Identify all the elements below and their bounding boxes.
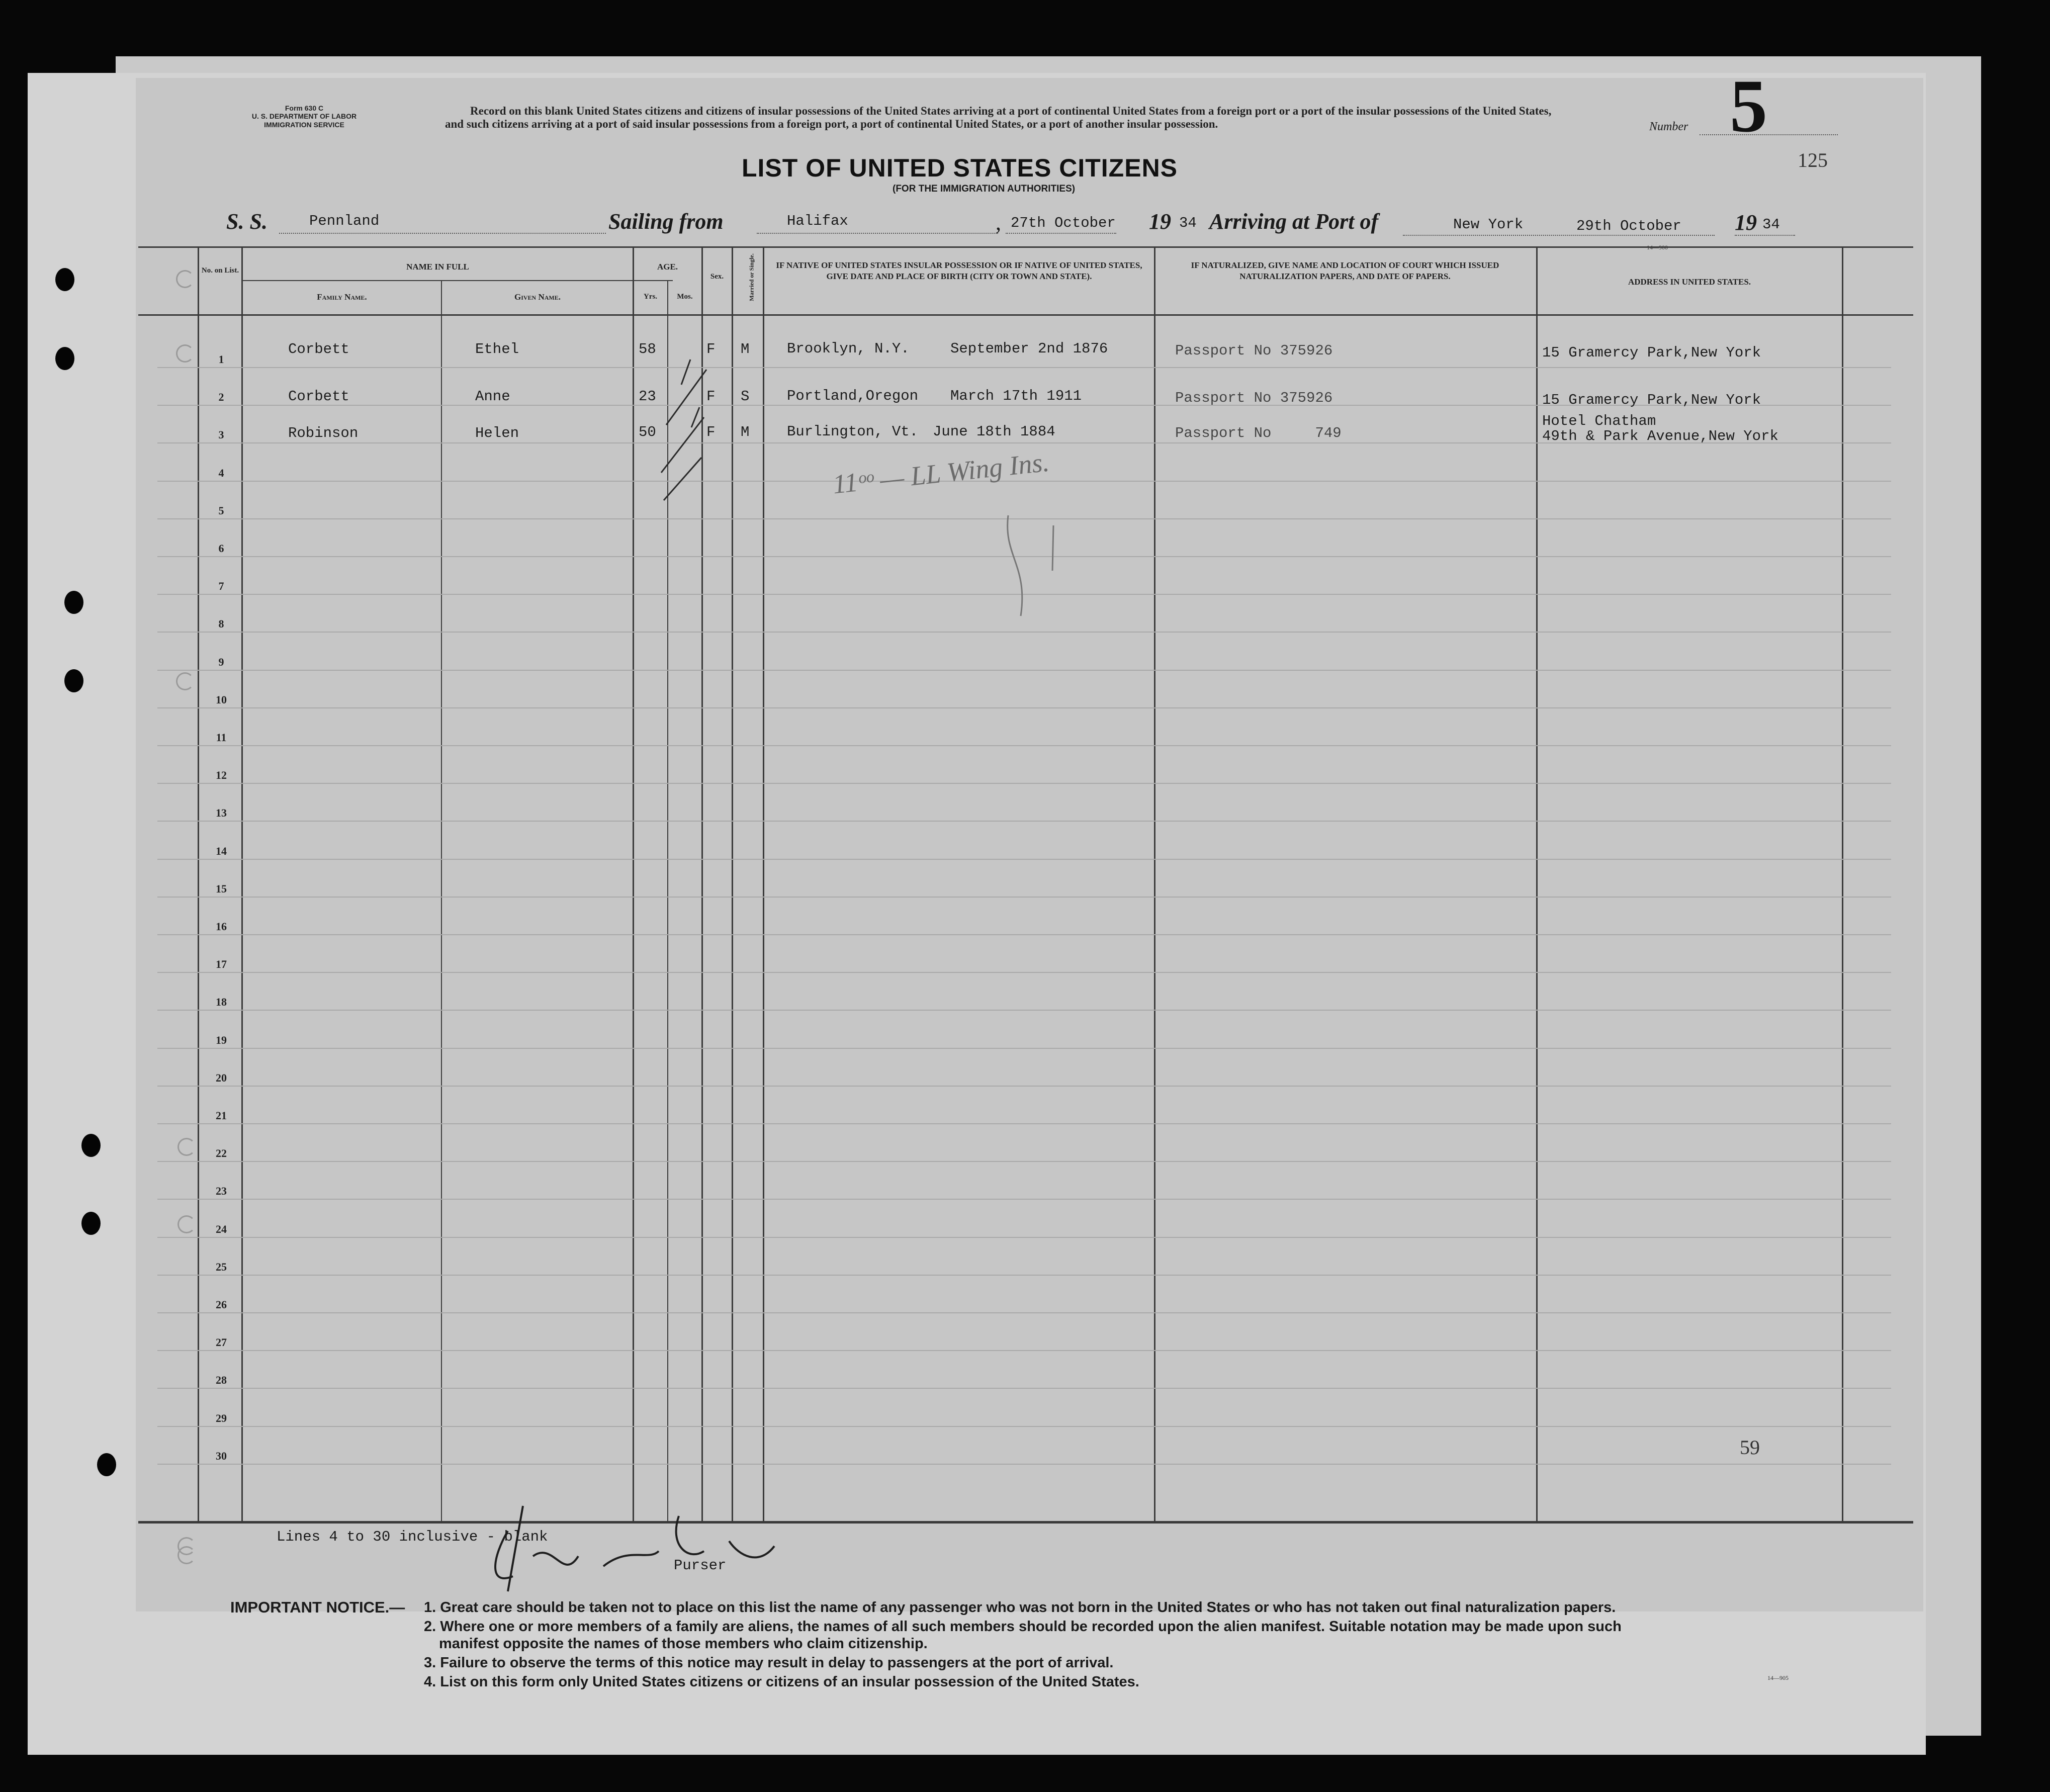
handwritten-stroke	[998, 495, 1068, 626]
entry-1-birth-date: September 2nd 1876	[950, 340, 1108, 357]
row-number: 3	[218, 428, 224, 441]
entry-1-sex: F	[706, 341, 716, 357]
row-number: 21	[216, 1109, 227, 1122]
entry-2-sex: F	[706, 388, 716, 405]
row-number: 1	[218, 353, 224, 366]
entry-2-age: 23	[639, 388, 656, 405]
form-area	[136, 78, 1923, 1611]
arrival-year: 34	[1762, 216, 1780, 233]
notice-2: 2. Where one or more members of a family are aliens, the names of all such members should be recorded upon the alien manifest. Suitable notation may be made upon such	[424, 1619, 1622, 1635]
col-line-address	[1536, 246, 1538, 1522]
sailing-year: 34	[1179, 215, 1197, 231]
ruled-line	[157, 1199, 1891, 1200]
row-number: 30	[216, 1449, 227, 1462]
row-number: 19	[216, 1033, 227, 1046]
sailing-port: Halifax	[787, 213, 848, 229]
record-instructions: Record on this blank United States citizens and citizens of insular possessions of the United States arriving at a port of continental United States from a foreign port or a port of the insular possessions of the United States, and such citizens arriving at a port of said insular possessions from a foreign port, a port of continental United States, or a port of another insular possession.	[445, 105, 1552, 130]
entry-3-age: 50	[639, 424, 656, 440]
entry-1-age: 58	[639, 341, 656, 357]
row-number: 14	[216, 844, 227, 857]
ruled-line	[157, 367, 1891, 368]
notice-1: 1. Great care should be taken not to place on this list the name of any passenger who was not born in the United States or who has not taken out final naturalization papers.	[424, 1599, 1616, 1616]
binder-hole	[81, 1134, 101, 1157]
ruled-line	[157, 821, 1891, 822]
entry-1-address: 15 Gramercy Park,New York	[1542, 344, 1761, 361]
form-number: Form 630 C	[285, 104, 324, 112]
notice-3: 3. Failure to observe the terms of this notice may result in delay to passengers at the port of arrival.	[424, 1655, 1114, 1671]
col-header-age: AGE.	[657, 262, 678, 272]
entry-3-family: Robinson	[288, 425, 359, 441]
entry-1-papers: Passport No 375926	[1175, 342, 1333, 359]
row-number: 6	[218, 542, 224, 555]
department-label: U. S. DEPARTMENT OF LABOR	[251, 112, 357, 120]
year-prefix: 19	[1149, 209, 1171, 234]
ruled-line	[157, 1312, 1891, 1313]
entry-3-marital: M	[741, 424, 750, 440]
number-line	[1700, 133, 1838, 135]
ruled-line	[157, 859, 1891, 860]
sailing-date: 27th October	[1011, 215, 1116, 231]
col-header-birth: IF NATIVE OF UNITED STATES INSULAR POSSESSION OR IF NATIVE OF UNITED STATES, GIVE DATE AND PLACE OF BIRTH (CITY OR TOWN AND STATE).	[776, 260, 1142, 281]
row-number: 17	[216, 958, 227, 971]
col-header-name-in-full: NAME IN FULL	[406, 262, 469, 272]
ruled-line	[157, 1010, 1891, 1011]
notice-2-cont: manifest opposite the names of those members who claim citizenship.	[439, 1636, 928, 1652]
binder-hole	[55, 347, 74, 370]
ring-mark	[177, 1215, 196, 1233]
side-number: 59	[1740, 1436, 1760, 1459]
binder-hole	[55, 268, 74, 291]
entry-2-address: 15 Gramercy Park,New York	[1542, 392, 1761, 408]
col-header-family-name: Family Name.	[317, 292, 367, 302]
ruled-line	[157, 1161, 1891, 1162]
row-number: 12	[216, 769, 227, 782]
col-header-married: Married or Single.	[748, 253, 755, 301]
ruled-line	[157, 1275, 1891, 1276]
notice-title: IMPORTANT NOTICE.—	[230, 1598, 405, 1616]
row-number: 16	[216, 920, 227, 933]
binder-hole	[64, 591, 83, 614]
ruled-line	[157, 670, 1891, 671]
ruled-line	[157, 1464, 1891, 1465]
ring-mark	[176, 344, 194, 363]
col-line-age	[633, 246, 634, 1522]
check-marks	[651, 304, 742, 515]
entry-1-marital: M	[741, 341, 750, 357]
ring-mark	[177, 1138, 196, 1156]
ruled-line	[157, 897, 1891, 898]
entry-3-birth-place: Burlington, Vt.	[787, 423, 919, 440]
entry-2-family: Corbett	[288, 388, 349, 405]
ruled-line	[157, 632, 1891, 633]
entry-3-address-line1: Hotel Chatham	[1542, 413, 1656, 429]
entry-1-family: Corbett	[288, 341, 349, 357]
binder-hole	[81, 1212, 101, 1235]
row-number: 8	[218, 617, 224, 631]
ruled-line	[157, 1426, 1891, 1427]
col-line-no	[198, 246, 199, 1522]
arrival-date: 29th October	[1576, 218, 1681, 234]
ruled-line	[157, 745, 1891, 746]
col-header-address: ADDRESS IN UNITED STATES.	[1628, 277, 1751, 287]
entry-2-birth-place: Portland,Oregon	[787, 388, 919, 404]
number-value: 5	[1730, 73, 1767, 148]
ruled-line	[157, 972, 1891, 973]
arriving-label: Arriving at Port of	[1209, 209, 1379, 234]
col-line-right	[1842, 246, 1843, 1522]
binder-hole	[97, 1453, 116, 1476]
col-header-mos: Mos.	[677, 293, 693, 301]
number-label: Number	[1649, 120, 1688, 133]
header-bottom-rule	[138, 314, 1913, 316]
row-number: 15	[216, 882, 227, 895]
ruled-line	[157, 934, 1891, 935]
ruled-line	[157, 1048, 1891, 1049]
ruled-line	[157, 1388, 1891, 1389]
col-line-family	[241, 246, 243, 1522]
entry-2-papers: Passport No 375926	[1175, 390, 1333, 406]
col-header-no: No. on List.	[201, 266, 239, 275]
purser-label: Purser	[674, 1557, 727, 1574]
row-number: 7	[218, 580, 224, 593]
row-number: 28	[216, 1374, 227, 1387]
comma-1: ,	[996, 210, 1001, 235]
table-bottom-rule	[138, 1521, 1913, 1524]
row-number: 5	[218, 504, 224, 517]
entry-3-address-line2: 49th & Park Avenue,New York	[1542, 428, 1778, 444]
ring-mark	[176, 270, 194, 288]
row-number: 23	[216, 1185, 227, 1198]
purser-signature	[478, 1476, 805, 1596]
name-sub-rule	[243, 280, 673, 281]
sailing-line	[757, 232, 998, 234]
entry-3-papers: Passport No 749	[1175, 425, 1342, 441]
ring-mark	[177, 1546, 196, 1564]
ruled-line	[157, 1350, 1891, 1351]
ruled-line	[157, 1237, 1891, 1238]
entry-3-birth-date: June 18th 1884	[933, 423, 1055, 440]
row-number: 13	[216, 807, 227, 820]
ruled-line	[157, 481, 1891, 482]
arrival-year-line	[1735, 234, 1795, 236]
row-number: 11	[216, 731, 227, 744]
ruled-line	[157, 783, 1891, 784]
sailing-date-line	[1006, 232, 1116, 234]
ruled-line	[157, 1123, 1891, 1124]
service-label: IMMIGRATION SERVICE	[264, 121, 344, 129]
manifest-page	[28, 73, 1926, 1755]
col-line-naturalized	[1154, 246, 1155, 1522]
row-number: 25	[216, 1260, 227, 1273]
page-stamp: 125	[1798, 149, 1828, 171]
row-number: 18	[216, 996, 227, 1009]
ship-line	[279, 232, 606, 234]
arrival-port: New York	[1453, 216, 1524, 233]
entry-3-given: Helen	[475, 425, 519, 441]
col-header-given-name: Given Name.	[514, 292, 561, 302]
entry-2-marital: S	[741, 388, 750, 405]
entry-2-birth-date: March 17th 1911	[950, 388, 1082, 404]
row-number: 22	[216, 1147, 227, 1160]
table-top-rule	[138, 246, 1913, 248]
entry-1-given: Ethel	[475, 341, 519, 357]
col-line-birth	[763, 246, 764, 1522]
col-line-given	[441, 280, 442, 1522]
ss-label: S. S.	[226, 209, 268, 234]
col-header-naturalized: IF NATURALIZED, GIVE NAME AND LOCATION OF COURT WHICH ISSUED NATURALIZATION PAPERS, AND DATE OF PAPERS.	[1191, 260, 1499, 281]
row-number: 27	[216, 1336, 227, 1349]
row-number: 24	[216, 1222, 227, 1235]
row-number: 20	[216, 1071, 227, 1084]
binder-hole	[64, 669, 83, 692]
notice-4: 4. List on this form only United States citizens or citizens of an insular possession of the United States.	[424, 1674, 1139, 1690]
ruled-line	[157, 1086, 1891, 1087]
blank-lines-note: Lines 4 to 30 inclusive - blank	[277, 1529, 548, 1545]
row-number: 29	[216, 1411, 227, 1424]
entry-1-birth-place: Brooklyn, N.Y.	[787, 340, 910, 357]
ruled-line	[157, 707, 1891, 708]
sailing-label: Sailing from	[608, 209, 724, 234]
col-header-sex: Sex.	[710, 273, 724, 281]
ring-mark	[176, 672, 194, 690]
col-header-yrs: Yrs.	[643, 293, 658, 301]
footer-print-code: 14—905	[1767, 1674, 1789, 1681]
row-number: 4	[218, 466, 224, 479]
row-number: 9	[218, 655, 224, 668]
handwritten-annotation: 11ᵒᵒ — LL Wing Ins.	[831, 446, 1051, 500]
row-number: 10	[216, 693, 227, 706]
page-title: LIST OF UNITED STATES CITIZENS	[742, 154, 1178, 182]
entry-3-sex: F	[706, 424, 716, 440]
row-number: 2	[218, 391, 224, 404]
entry-2-given: Anne	[475, 388, 510, 405]
arrival-year-prefix: 19	[1735, 210, 1757, 235]
row-number: 26	[216, 1298, 227, 1311]
page-subtitle: (FOR THE IMMIGRATION AUTHORITIES)	[893, 184, 1076, 194]
ship-name: Pennland	[309, 213, 380, 229]
